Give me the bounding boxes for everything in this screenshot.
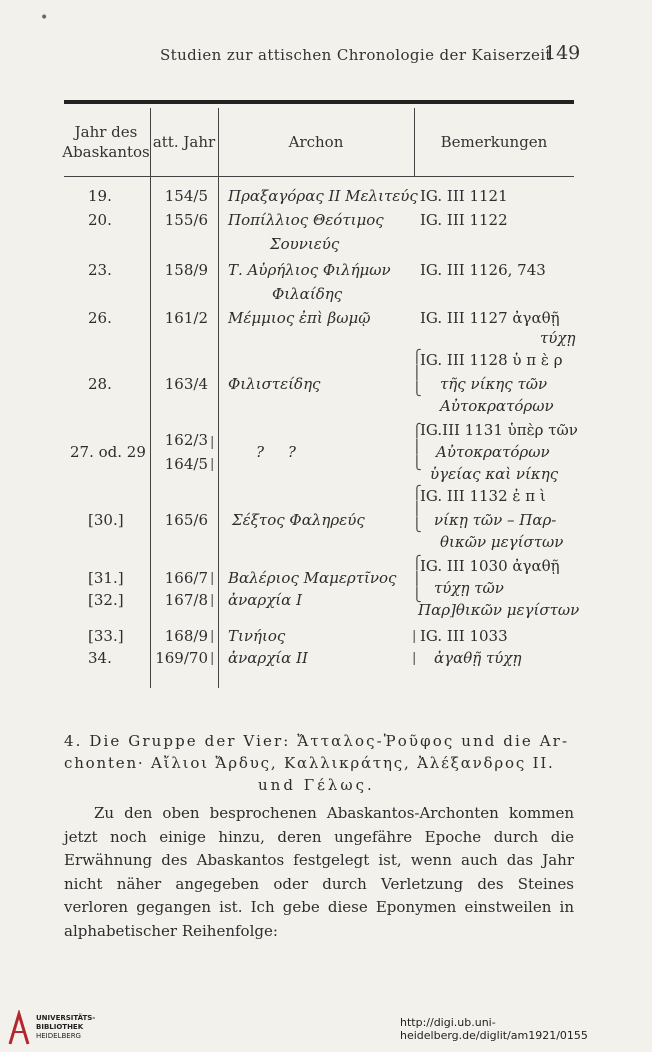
table-cell-att-jahr: 162/3 [164, 431, 208, 449]
table-cell-jahr: [32.] [88, 591, 124, 609]
table-cell-jahr: 28. [88, 375, 112, 393]
table-cell-archon: ἀναρχία II [228, 649, 308, 667]
table-cell-att-jahr: 165/6 [164, 511, 208, 529]
section-heading-line-3: und Γέλως. [258, 776, 375, 794]
bracket-mark: | | [210, 571, 215, 608]
table-cell-jahr: [31.] [88, 569, 124, 587]
table-cell-bemerkung-cont: Αὐτοκρατόρων [440, 397, 554, 415]
table-cell-jahr: 23. [88, 261, 112, 279]
table-cell-archon: Φιλιστείδης [228, 375, 321, 393]
table-cell-bemerkung-cont: τύχῃ τῶν [434, 579, 504, 597]
table-top-rule [64, 100, 574, 104]
table-cell-archon: Τ. Αὐρήλιος Φιλήμων [228, 261, 391, 279]
table-cell-bemerkung: IG. III 1033 [420, 627, 508, 645]
table-cell-bemerkung: IG. III 1132 ἐ π ὶ [420, 487, 546, 505]
table-cell-archon: Βαλέριος Μαμερτῖνος [228, 569, 397, 587]
table-cell-jahr: 27. od. 29 [70, 443, 146, 461]
column-header-jahr: Jahr des Abaskantos [62, 123, 150, 161]
table-cell-jahr: [33.] [88, 627, 124, 645]
table-cell-bemerkung-cont: ὑγείας καὶ νίκης [430, 465, 559, 483]
library-logo-text: UNIVERSITÄTS- BIBLIOTHEK HEIDELBERG [36, 1014, 96, 1040]
table-cell-bemerkung: IG. III 1030 ἀγαθῇ [420, 557, 560, 575]
body-paragraph: Zu den oben besprochenen Abaskantos-Archonten kommen jetzt noch einige hinzu, deren ungefähre Epoche durch die Erwähnung des Abaskantos festgelegt ist, wenn auch das Jahr nicht näher angegeben oder durch Verletzung des Steines verloren gegangen ist. Ich gebe diese Eponymen einstweilen in alphabetischer Reihenfolge: [64, 804, 574, 940]
table-cell-att-jahr: 158/9 [164, 261, 208, 279]
table-cell-bemerkung: IG. III 1128 ὑ π ὲ ρ [420, 351, 563, 369]
column-header-att-jahr: att. Jahr [152, 133, 216, 151]
bracket-mark: | | [210, 629, 215, 666]
table-cell-archon-cont: Σουνιεύς [270, 235, 340, 253]
table-cell-bemerkung-cont: τῆς νίκης τῶν [440, 375, 548, 393]
table-cell-bemerkung-cont: θικῶν μεγίστων [440, 533, 564, 551]
table-cell-bemerkung: IG. III 1127 ἀγαθῇ [420, 309, 560, 327]
table-cell-att-jahr: 161/2 [164, 309, 208, 327]
bracket-mark: | | [210, 435, 215, 472]
section-heading-line-1: 4. Die Gruppe der Vier: Ἄτταλος-Ῥοῦφος und die Ar- [64, 732, 570, 750]
brace-mark: ⎧ ⎪ ⎩ [412, 486, 422, 533]
table-cell-bemerkung: ἀγαθῇ τύχῃ [434, 649, 522, 667]
table-cell-archon: Ποπίλλιος Θεότιμος [228, 211, 384, 229]
table-cell-archon: Τινήιος [228, 627, 286, 645]
table-cell-jahr: 34. [88, 649, 112, 667]
table-cell-archon: Πραξαγόρας ΙΙ Μελιτεύς [228, 187, 418, 205]
table-cell-bemerkung: IG. III 1122 [420, 211, 508, 229]
brace-mark: ⎧ ⎪ ⎩ [412, 350, 422, 397]
table-cell-att-jahr: 167/8 [164, 591, 208, 609]
table-cell-att-jahr: 164/5 [164, 455, 208, 473]
bracket-mark: | | [412, 629, 417, 666]
table-cell-archon: ? ? [256, 443, 296, 461]
table-cell-jahr: 26. [88, 309, 112, 327]
table-cell-bemerkung-cont: νίκῃ τῶν – Παρ- [434, 511, 557, 529]
library-logo-icon [8, 1010, 30, 1046]
table-cell-archon: Μέμμιος ἐπὶ βωμῷ [228, 309, 371, 327]
brace-mark: ⎧ ⎪ ⎩ [412, 424, 422, 471]
table-cell-att-jahr: 169/70 [155, 649, 208, 667]
page-number: 149 [544, 42, 581, 64]
table-cell-jahr: 19. [88, 187, 112, 205]
brace-mark: ⎧ ⎪ ⎩ [412, 556, 422, 603]
column-divider [218, 108, 219, 688]
table-cell-att-jahr: 166/7 [164, 569, 208, 587]
table-cell-bemerkung-cont: Αὐτοκρατόρων [436, 443, 550, 461]
table-cell-att-jahr: 155/6 [164, 211, 208, 229]
running-title: Studien zur attischen Chronologie der Kaiserzeit [160, 46, 552, 64]
table-cell-att-jahr: 163/4 [164, 375, 208, 393]
column-header-bemerkungen: Bemerkungen [440, 133, 548, 151]
table-cell-archon: ἀναρχία I [228, 591, 302, 609]
table-cell-att-jahr: 168/9 [164, 627, 208, 645]
page-mark: • [40, 10, 49, 26]
table-cell-bemerkung-cont: Παρ]θικῶν μεγίστων [418, 601, 580, 619]
table-cell-bemerkung: IG. III 1121 [420, 187, 508, 205]
table-cell-jahr: [30.] [88, 511, 124, 529]
column-header-archon: Archon [288, 133, 344, 151]
table-header-rule [64, 176, 574, 177]
table-cell-bemerkung: IG.III 1131 ὑπὲρ τῶν [420, 421, 578, 439]
table-cell-archon: Σέξτος Φαληρεύς [232, 511, 365, 529]
table-cell-archon-cont: Φιλαίδης [272, 285, 343, 303]
table-cell-att-jahr: 154/5 [164, 187, 208, 205]
source-url-link[interactable]: http://digi.ub.uni-heidelberg.de/diglit/am1921/0155 [400, 1016, 588, 1042]
table-cell-bemerkung: IG. III 1126, 743 [420, 261, 546, 279]
table-cell-bemerkung-cont: τύχῃ [540, 329, 576, 347]
section-heading-line-2: chonten· Αἴλιοι Ἄρδυς, Καλλικράτης, Ἀλέξανδρος II. [64, 754, 555, 772]
table-cell-jahr: 20. [88, 211, 112, 229]
